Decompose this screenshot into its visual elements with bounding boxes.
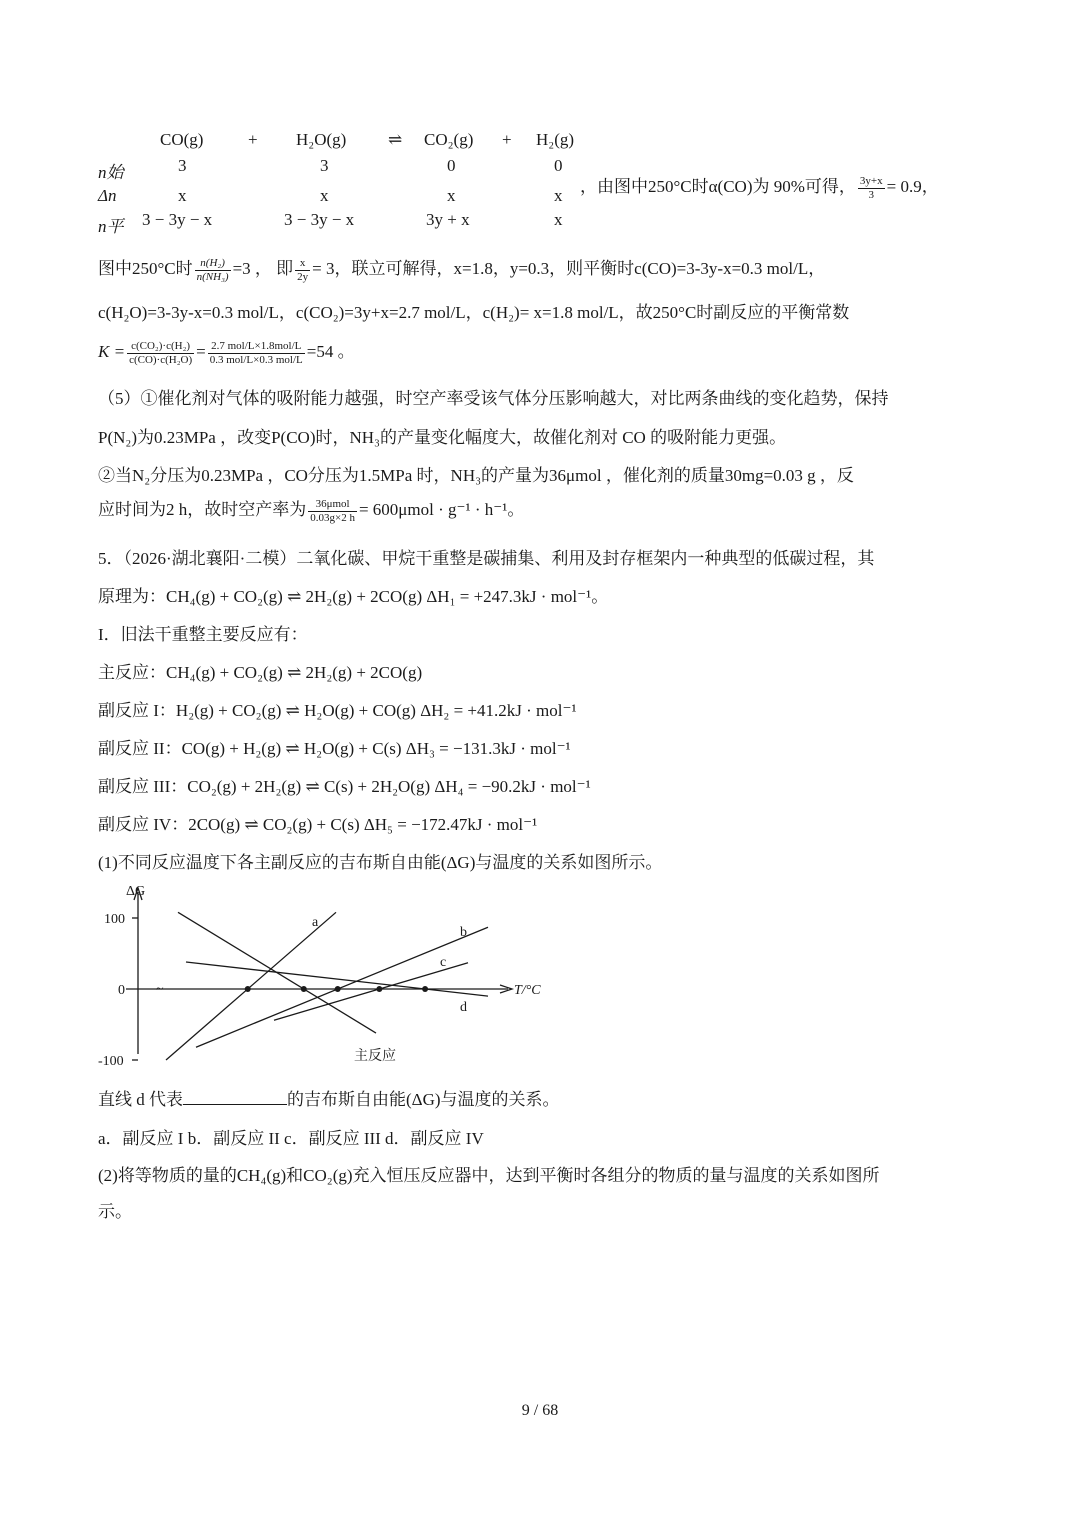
text-line: c(H₂O)=3-3y-x=0.3 mol/L，c(CO₂)=3y+x=2.7 mol/L，c(H₂)= x=1.8 mol/L，故250°C时副反应的平衡常数 xyxy=(98,303,850,322)
y-tick-label: 0 xyxy=(118,983,125,998)
table-header-h2o: H₂O(g) xyxy=(296,130,347,149)
fraction: $\frac{\text{c(CO₂)·c(H₂)}}{\text{c(CO)·c(H₂O)}}$ xyxy=(129,339,193,366)
table-header-co: CO(g) xyxy=(160,130,204,149)
table-row-label: Δn xyxy=(98,186,117,205)
series-label: a xyxy=(312,915,319,930)
table-cell: 3 − 3y − x xyxy=(284,210,355,229)
text-line: 原理为：CH₄(g) + CO₂(g) ⇌ 2H₂(g) + 2CO(g) ΔH₁ = +247.3kJ · mol⁻¹。 xyxy=(98,587,609,606)
fill-in-question: 直线 d 代表 的吉布斯自由能(ΔG)与温度的关系。 xyxy=(98,1090,560,1109)
equilibrium-constant-line: K = $\frac{\text{c(CO₂)·c(H₂)}}{\text{c(CO)·c(H₂O)}}$ = $\frac{\text{2.7 mol/L×1.8mol/L}}{\text{0.3 mol/L×0.3 mol/L}}$ =54 。 xyxy=(98,339,355,366)
table-cell: 0 xyxy=(554,156,563,175)
table-cell: 3 xyxy=(320,156,329,175)
series-line-5 xyxy=(178,912,376,1033)
y-axis-label: ΔG xyxy=(126,884,146,899)
zero-crossing-point xyxy=(245,986,251,992)
series-label: c xyxy=(440,955,447,970)
series-line-2 xyxy=(196,927,488,1047)
series-label: 主反应 xyxy=(354,1049,396,1064)
fraction: $\frac{\text{2.7 mol/L×1.8mol/L}}{\text{0.3 mol/L×0.3 mol/L}}$ xyxy=(209,339,303,366)
reaction-line: 副反应 IV：2CO(g) ⇌ CO₂(g) + C(s) ΔH₅ = −172.47kJ · mol⁻¹ xyxy=(98,815,538,834)
text-line: ②当N₂分压为0.23MPa ，CO分压为1.5MPa 时，NH₃的产量为36μmol ，催化剂的质量30mg=0.03 g ，反 xyxy=(98,466,854,485)
question-header: 5．（2026·湖北襄阳·二模）二氧化碳、甲烷干重整是碳捕集、利用及封存框架内一种典型的低碳过程，其 xyxy=(98,549,875,568)
table-side-note: ，由图中250°C时α(CO)为 90%可得， $\frac{3y+x}{3}$ = 0.9， xyxy=(580,174,939,201)
reaction-line: 副反应 III：CO₂(g) + 2H₂(g) ⇌ C(s) + 2H₂O(g) ΔH₄ = −90.2kJ · mol⁻¹ xyxy=(98,777,591,796)
answer-options: a．副反应 I b．副反应 II c．副反应 III d．副反应 IV xyxy=(98,1129,484,1148)
table-cell: x xyxy=(447,186,456,205)
answer-blank xyxy=(183,1090,287,1105)
fraction: $\frac{x}{2y}$ xyxy=(297,256,309,283)
text-line: (1)不同反应温度下各主副反应的吉布斯自由能(ΔG)与温度的关系如图所示。 xyxy=(98,853,663,872)
y-tick-label: 100 xyxy=(104,912,125,927)
table-row-label: n平 xyxy=(98,217,124,236)
fraction: $\frac{3y+x}{3}$ xyxy=(859,174,883,201)
reaction-line: 副反应 II：CO(g) + H₂(g) ⇌ H₂O(g) + C(s) ΔH₃ = −131.3kJ · mol⁻¹ xyxy=(98,739,571,758)
table-header-plus: + xyxy=(502,130,512,149)
table-header-plus: + xyxy=(248,130,258,149)
fraction: $\frac{\text{n(H₂)}}{\text{n(NH₃)}}$ xyxy=(196,256,229,283)
reaction-line: 副反应 I：H₂(g) + CO₂(g) ⇌ H₂O(g) + CO(g) ΔH₂ = +41.2kJ · mol⁻¹ xyxy=(98,701,577,720)
text-line: P(N₂)为0.23MPa ，改变P(CO)时，NH₃的产量变化幅度大，故催化剂对 CO 的吸附能力更强。 xyxy=(98,428,787,447)
text-line: （5）①催化剂对气体的吸附能力越强，时空产率受该气体分压影响越大，对比两条曲线的变化趋势，保持 xyxy=(98,389,889,408)
table-cell: x xyxy=(320,186,329,205)
y-tick-label: -100 xyxy=(98,1054,124,1068)
zero-crossing-point xyxy=(335,986,341,992)
table-cell: x xyxy=(554,210,563,229)
series-line-1 xyxy=(166,912,336,1060)
table-cell: 0 xyxy=(447,156,456,175)
text-line: 应时间为2 h，故时空产率为 $\frac{\text{36μmol}}{0.03g\times 2 h}$ = 600μmol · g⁻¹ · h⁻¹。 xyxy=(98,497,525,524)
table-cell: 3 xyxy=(178,156,187,175)
table-header-equilibrium: ⇌ xyxy=(388,130,403,149)
table-cell: 3y + x xyxy=(426,210,470,229)
axis-break-mark: ~ xyxy=(156,982,164,997)
series-label: d xyxy=(460,1000,467,1015)
table-cell: 3 − 3y − x xyxy=(142,210,213,229)
zero-crossing-point xyxy=(301,986,307,992)
text-line: 图中250°C时 $\frac{\text{n(H₂)}}{\text{n(NH₃)}}$ =3 ， 即 $\frac{x}{2y}$ = 3，联立可解得，x=1.8，y=0.3，则平衡时c(CO)=3-3y-x=0.3 mol/L， xyxy=(98,256,826,283)
text-line: 示。 xyxy=(98,1202,132,1221)
table-header-h2: H₂(g) xyxy=(536,130,575,149)
page-number: 9 / 68 xyxy=(521,1402,559,1419)
gibbs-energy-chart xyxy=(96,878,556,1068)
table-header-co2: CO₂(g) xyxy=(424,130,474,149)
reaction-line: 主反应：CH₄(g) + CO₂(g) ⇌ 2H₂(g) + 2CO(g) xyxy=(98,663,423,682)
table-cell: x xyxy=(554,186,563,205)
table-row-label: n始 xyxy=(98,163,124,182)
series-label: b xyxy=(460,925,467,940)
zero-crossing-point xyxy=(376,986,382,992)
zero-crossing-point xyxy=(422,986,428,992)
text-line: I．旧法干重整主要反应有： xyxy=(98,625,308,644)
text-line: (2)将等物质的量的CH₄(g)和CO₂(g)充入恒压反应器中，达到平衡时各组分的物质的量与温度的关系如图所 xyxy=(98,1166,880,1185)
table-cell: x xyxy=(178,186,187,205)
fraction: $\frac{\text{36μmol}}{0.03g\times 2 h}$ xyxy=(310,497,355,524)
x-axis-label: T/°C xyxy=(514,983,541,998)
